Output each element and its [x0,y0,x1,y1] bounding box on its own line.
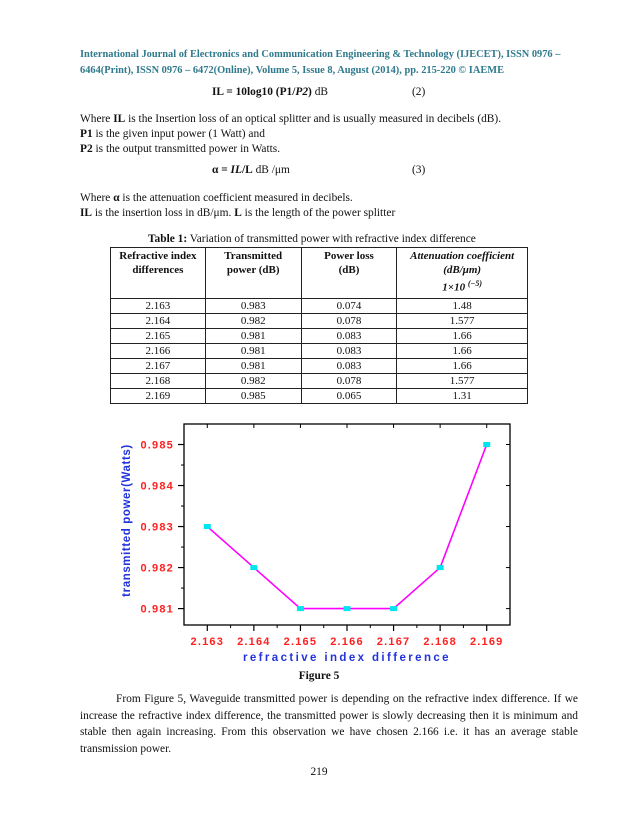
table-row: 2.166 0.981 0.083 1.66 [111,344,528,359]
page-number: 219 [310,766,328,778]
y-tick-label: 0.981 [140,603,174,616]
y-axis-label: transmitted power(Watts) [121,444,133,597]
data-point [250,565,257,570]
x-tick-label: 2.169 [469,636,504,648]
col-header-power-loss: Power loss (dB) [301,248,397,299]
definitions-block-2: Where α is the attenuation coefficient measured in decibels. IL is the insertion loss in dB/μm. L is the length of the power splitter [80,192,396,219]
equation-2-number: (2) [412,86,426,98]
x-tick-label: 2.165 [283,636,318,648]
equation-3-number: (3) [412,164,426,176]
table-header-row [111,248,528,299]
definitions-block-1: Where IL is the Insertion loss of an optical splitter and is usually measured in decibels (dB). P1 is the given input power (1 Watt) and P2 is the output transmitted power in Watts. [80,113,502,155]
y-tick-label: 0.983 [140,521,174,534]
data-point [437,565,444,570]
journal-header-line2: 6464(Print), ISSN 0976 – 6472(Online), Volume 5, Issue 8, August (2014), pp. 215-220 © IAEME [80,65,505,76]
col-header-transmitted-power: Transmitted power (dB) [205,248,301,299]
y-tick-label: 0.984 [140,480,174,493]
table-caption: Table 1: Variation of transmitted power with refractive index difference [148,233,476,245]
table-row: 2.167 0.981 0.083 1.66 [111,359,528,374]
x-tick-label: 2.164 [237,636,271,648]
series-line [207,445,486,609]
x-tick-label: 2.167 [376,636,411,648]
journal-header-line1: International Journal of Electronics and Communication Engineering & Technology (IJECET), ISSN 0976 – [80,49,561,60]
table-row: 2.164 0.982 0.078 1.577 [111,314,528,329]
x-tick-label: 2.163 [190,636,225,648]
data-point [483,442,490,447]
data-point [204,524,211,529]
journal-header [80,47,580,79]
x-tick-label: 2.168 [423,636,457,648]
y-tick-label: 0.985 [140,439,174,452]
discussion-paragraph: From Figure 5, Waveguide transmitted power is depending on the refractive index difference. If we increase the refractive index difference, the transmitted power is slowly decreasing then it is minimum and stable then again increasing. From this observation we have chosen 2.166 i.e. it has an average stable transmission power. [80,693,578,755]
equation-3: α = IL/L dB /μm [212,164,290,176]
x-axis-label: refractive index difference [243,652,451,664]
table-row: 2.165 0.981 0.083 1.66 [111,329,528,344]
table-row: 2.163 0.983 0.074 1.48 [111,299,528,314]
table-row: 2.169 0.985 0.065 1.31 [111,389,528,404]
transmitted-power-chart [110,422,520,672]
data-point [297,606,304,611]
y-tick-label: 0.982 [140,562,174,575]
table-row: 2.168 0.982 0.078 1.577 [111,374,528,389]
results-table [110,247,528,404]
plot-frame [184,424,510,625]
col-header-refractive-index: Refractive index differences [111,248,206,299]
x-tick-label: 2.166 [330,636,364,648]
figure-caption: Figure 5 [298,670,340,682]
data-point [390,606,397,611]
data-point [344,606,351,611]
equation-2: IL = 10log10 (P1/P2) dB [212,86,328,98]
col-header-attenuation: Attenuation coefficient (dB/μm) 1×10 $^{(-5)}$ [397,248,528,299]
